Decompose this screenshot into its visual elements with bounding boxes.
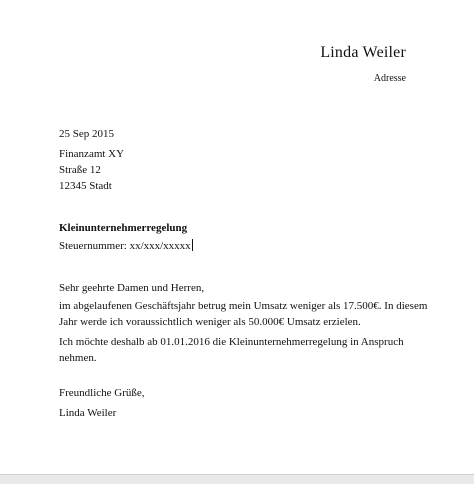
paragraph-line: im abgelaufenen Geschäftsjahr betrug mein Umsatz weniger als 17.500€. In diesem bbox=[59, 300, 428, 312]
paragraph-line: Ich möchte deshalb ab 01.01.2016 die Kleinunternehmerregelung in Anspruch bbox=[59, 336, 404, 348]
paragraph-line: Jahr werde ich voraussichtlich weniger als 50.000€ Umsatz erzielen. bbox=[59, 316, 361, 328]
sender-address: Adresse bbox=[373, 73, 406, 84]
closing: Freundliche Grüße, bbox=[59, 387, 145, 399]
sender-name: Linda Weiler bbox=[320, 44, 406, 61]
recipient-line: 12345 Stadt bbox=[59, 180, 112, 192]
recipient-address bbox=[59, 146, 124, 194]
text-cursor bbox=[192, 239, 193, 251]
tax-number: Steuernummer: xx/xxx/xxxxx bbox=[59, 240, 191, 252]
body-paragraph-1 bbox=[59, 298, 428, 330]
salutation: Sehr geehrte Damen und Herren, bbox=[59, 282, 205, 294]
tax-number-line[interactable] bbox=[59, 238, 193, 254]
letter-subject: Kleinunternehmerregelung bbox=[59, 222, 188, 234]
letter-date: 25 Sep 2015 bbox=[59, 128, 114, 140]
signature-name: Linda Weiler bbox=[59, 407, 117, 419]
body-paragraph-2 bbox=[59, 334, 419, 366]
paragraph-line: nehmen. bbox=[59, 352, 97, 364]
recipient-line: Finanzamt XY bbox=[59, 148, 125, 160]
recipient-line: Straße 12 bbox=[59, 164, 101, 176]
